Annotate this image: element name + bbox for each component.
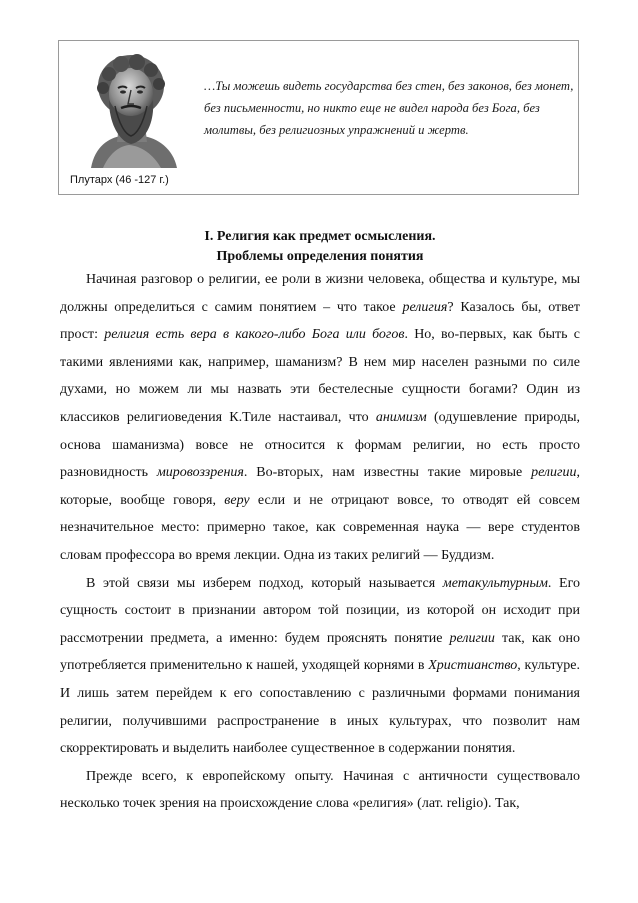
body-text (60, 266, 580, 818)
plutarch-bust-image (81, 50, 183, 168)
italic-term: религия есть вера в какого-либо Бога или богов (104, 327, 405, 343)
text-run: , которые, вообще говоря, (60, 465, 580, 508)
italic-term: метакультурным (442, 575, 548, 591)
text-run: (одушевление природы, основа шаманизма) вовсе не относится к формам религии, но есть просто разновидность (60, 409, 580, 481)
portrait-caption: Плутарх (46 -127 г.) (70, 174, 169, 186)
text-run: Прежде всего, к европейскому опыту. Начиная с античности существовало несколько точек зрения на происхождение слова «религия» (лат. religio). Так, (60, 768, 580, 812)
text-run: , культуре. И лишь затем перейдем к его сопоставлению с различными формами понимания религии, получившими распространение в иных культурах, что позволит нам скорректировать и выделить наиболее существенное в содержании понятия. (60, 658, 580, 757)
epigraph-quote: …Ты можешь видеть государства без стен, без законов, без монет, без письменности, но никто еще не видел народа без Бога, без молитвы, без религиозных упражнений и жертв. (204, 79, 574, 137)
text-run: ? Казалось бы, ответ прост: (60, 299, 580, 343)
paragraph (60, 763, 580, 818)
text-run: . Его сущность состоит в признании автором той позиции, из которой он исходит при рассмотрении предмета, а именно: будем прояснять понятие (60, 575, 580, 646)
italic-term: веру (224, 492, 250, 508)
section-title-line-2: Проблемы определения понятия (216, 249, 424, 264)
text-run: . Во-вторых, нам известны такие мировые (243, 465, 532, 481)
section-title-line-1: I. Религия как предмет осмысления. (204, 229, 436, 244)
italic-term: религии (449, 630, 495, 646)
paragraph (60, 266, 580, 570)
text-run: . Но, во-первых, как быть с такими явлениями как, например, шаманизм? В нем мир населен разными по силе духами, но можем ли мы назвать эти бестелесные сущности богами? Один из классиков религиоведения К.Тиле настаивал, что (60, 327, 580, 425)
text-run: Начиная разговор о религии, ее роли в жизни человека, общества и культуре, мы должны определиться с самим понятием – что такое (60, 272, 580, 315)
italic-term: анимизм (375, 409, 427, 425)
paragraph (60, 570, 580, 763)
italic-term: религия (402, 299, 448, 315)
italic-term: мировоззрения (156, 465, 244, 481)
section-title (60, 227, 580, 267)
text-run: если и не отрицают вовсе, то отводят ей совсем незначительное место: примерно такое, как современная наука — вере студентов словам профессора во время лекции. Одна из таких религий — Буддизм. (60, 492, 580, 563)
text-run: В этой связи мы изберем подход, который называется (86, 575, 443, 591)
italic-term: религии (531, 465, 577, 481)
epigraph-box (58, 40, 579, 195)
italic-term: Христианство (428, 658, 518, 674)
text-run: так, как оно употребляется применительно к нашей, уходящей корнями в (60, 630, 580, 674)
